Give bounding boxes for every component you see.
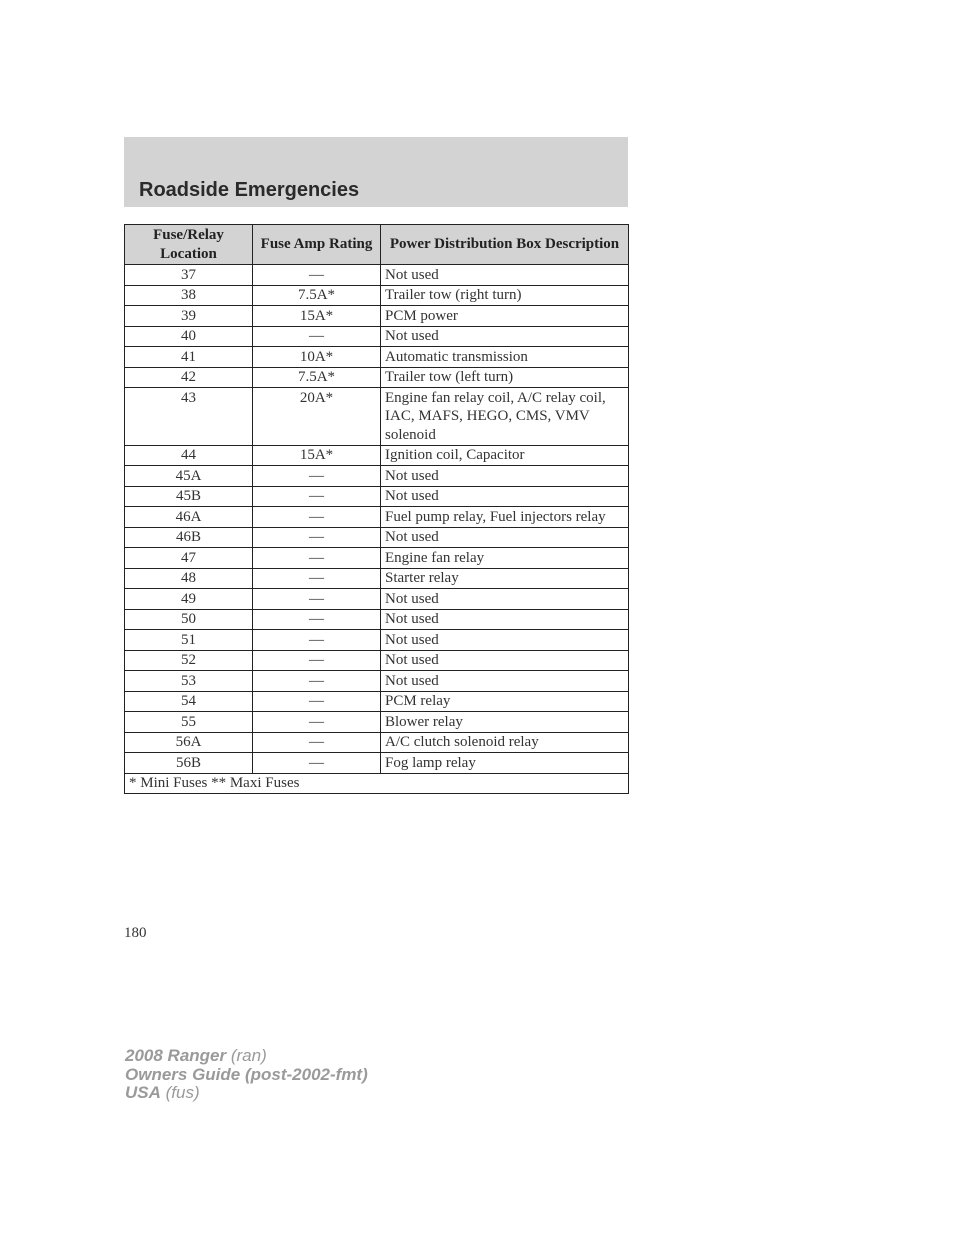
table-row	[125, 568, 629, 589]
cell-description: PCM power	[381, 306, 629, 327]
cell-rating: 15A*	[253, 445, 381, 466]
table-row	[125, 732, 629, 753]
cell-location: 42	[125, 367, 253, 388]
cell-description: Not used	[381, 671, 629, 692]
table-row	[125, 285, 629, 306]
table-row	[125, 609, 629, 630]
cell-description: Starter relay	[381, 568, 629, 589]
column-header-description: Power Distribution Box Description	[381, 225, 629, 265]
cell-description: Not used	[381, 265, 629, 286]
cell-rating: 20A*	[253, 388, 381, 446]
footer-guide: Owners Guide (post-2002-fmt)	[125, 1064, 368, 1084]
cell-rating: —	[253, 589, 381, 610]
table-row	[125, 466, 629, 487]
cell-rating: 10A*	[253, 347, 381, 368]
cell-description: Not used	[381, 630, 629, 651]
cell-location: 39	[125, 306, 253, 327]
table-row	[125, 753, 629, 774]
cell-description: PCM relay	[381, 691, 629, 712]
cell-rating: —	[253, 650, 381, 671]
document-footer	[125, 1047, 368, 1103]
cell-rating: —	[253, 265, 381, 286]
footer-market-code: (fus)	[160, 1083, 200, 1102]
cell-location: 37	[125, 265, 253, 286]
cell-location: 45B	[125, 486, 253, 507]
table-footnote-row	[125, 773, 629, 794]
cell-rating: —	[253, 712, 381, 733]
table-row	[125, 306, 629, 327]
cell-description: Engine fan relay coil, A/C relay coil, IAC, MAFS, HEGO, CMS, VMV solenoid	[381, 388, 629, 446]
cell-location: 38	[125, 285, 253, 306]
table-row	[125, 347, 629, 368]
table-row	[125, 388, 629, 446]
table-row	[125, 589, 629, 610]
cell-location: 54	[125, 691, 253, 712]
table-row	[125, 691, 629, 712]
cell-description: Trailer tow (right turn)	[381, 285, 629, 306]
cell-location: 53	[125, 671, 253, 692]
footer-model: 2008 Ranger	[125, 1046, 227, 1065]
cell-rating: —	[253, 507, 381, 528]
table-row	[125, 527, 629, 548]
cell-description: Ignition coil, Capacitor	[381, 445, 629, 466]
cell-rating: —	[253, 609, 381, 630]
cell-rating: —	[253, 466, 381, 487]
cell-description: Trailer tow (left turn)	[381, 367, 629, 388]
cell-rating: —	[253, 548, 381, 569]
cell-rating: —	[253, 527, 381, 548]
cell-description: Not used	[381, 527, 629, 548]
table-row	[125, 507, 629, 528]
table-row	[125, 445, 629, 466]
cell-description: Fuel pump relay, Fuel injectors relay	[381, 507, 629, 528]
cell-description: Fog lamp relay	[381, 753, 629, 774]
table-body	[125, 265, 629, 774]
cell-description: Not used	[381, 589, 629, 610]
cell-description: Blower relay	[381, 712, 629, 733]
cell-description: Not used	[381, 326, 629, 347]
footer-line-2	[125, 1066, 368, 1085]
cell-rating: —	[253, 732, 381, 753]
column-header-rating: Fuse Amp Rating	[253, 225, 381, 265]
cell-location: 50	[125, 609, 253, 630]
cell-location: 51	[125, 630, 253, 651]
table-header-row	[125, 225, 629, 265]
cell-location: 47	[125, 548, 253, 569]
cell-description: Not used	[381, 466, 629, 487]
cell-location: 56A	[125, 732, 253, 753]
cell-rating: —	[253, 671, 381, 692]
cell-description: Not used	[381, 650, 629, 671]
cell-location: 48	[125, 568, 253, 589]
column-header-location: Fuse/Relay Location	[125, 225, 253, 265]
cell-location: 46B	[125, 527, 253, 548]
fuse-table	[124, 224, 629, 794]
footer-model-code: (ran)	[226, 1046, 267, 1065]
cell-location: 52	[125, 650, 253, 671]
cell-description: A/C clutch solenoid relay	[381, 732, 629, 753]
table-row	[125, 650, 629, 671]
cell-location: 40	[125, 326, 253, 347]
cell-rating: —	[253, 326, 381, 347]
table-row	[125, 630, 629, 651]
table-row	[125, 367, 629, 388]
cell-rating: 15A*	[253, 306, 381, 327]
cell-location: 56B	[125, 753, 253, 774]
table-row	[125, 712, 629, 733]
page-number: 180	[124, 925, 147, 941]
cell-rating: —	[253, 486, 381, 507]
cell-location: 43	[125, 388, 253, 446]
cell-rating: —	[253, 630, 381, 651]
cell-rating: —	[253, 568, 381, 589]
table-footnote: * Mini Fuses ** Maxi Fuses	[125, 773, 629, 794]
cell-rating: —	[253, 691, 381, 712]
cell-location: 46A	[125, 507, 253, 528]
table-row	[125, 486, 629, 507]
cell-description: Not used	[381, 486, 629, 507]
cell-location: 55	[125, 712, 253, 733]
cell-rating: —	[253, 753, 381, 774]
cell-description: Automatic transmission	[381, 347, 629, 368]
cell-rating: 7.5A*	[253, 367, 381, 388]
cell-location: 45A	[125, 466, 253, 487]
cell-location: 44	[125, 445, 253, 466]
section-header-band	[124, 137, 628, 207]
cell-description: Not used	[381, 609, 629, 630]
section-title: Roadside Emergencies	[139, 179, 360, 201]
footer-line-1	[125, 1047, 368, 1066]
cell-description: Engine fan relay	[381, 548, 629, 569]
table-row	[125, 265, 629, 286]
cell-location: 41	[125, 347, 253, 368]
table-row	[125, 548, 629, 569]
cell-rating: 7.5A*	[253, 285, 381, 306]
table-row	[125, 326, 629, 347]
table-row	[125, 671, 629, 692]
footer-market: USA	[125, 1083, 161, 1102]
cell-location: 49	[125, 589, 253, 610]
footer-line-3	[125, 1084, 368, 1103]
